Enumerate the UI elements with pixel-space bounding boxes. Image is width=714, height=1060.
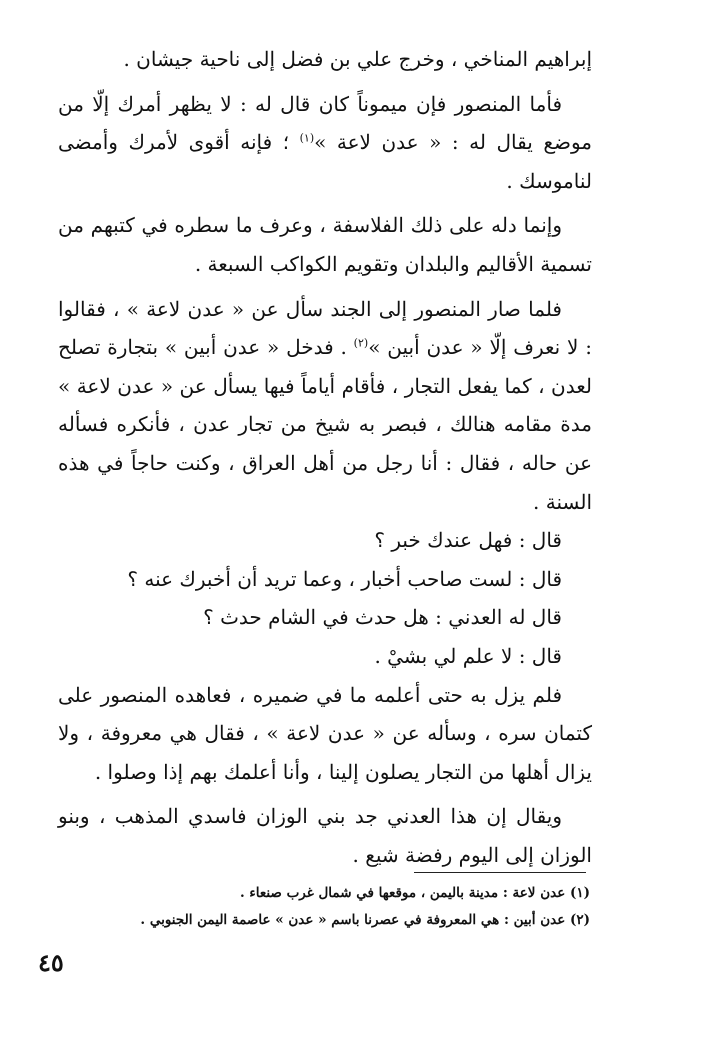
- paragraph-1: إبراهيم المناخي ، وخرج علي بن فضل إلى ناحية جيشان .: [123, 47, 592, 71]
- paragraph-6: ويقال إن هذا العدني جد بني الوزان فاسدي المذهب ، وبنو الوزان إلى اليوم رفضة شيع .: [58, 804, 592, 867]
- footnote-2: (٢) عدن أبين : هي المعروفة في عصرنا باسم « عدن » عاصمة اليمن الجنوبي .: [140, 912, 590, 928]
- footnotes: [140, 880, 590, 934]
- footnote-1: (١) عدن لاعة : مدينة باليمن ، موقعها في شمال غرب صنعاء .: [239, 885, 590, 901]
- footnote-ref-1: (١): [299, 131, 315, 145]
- page-number: ٤٥: [38, 948, 64, 977]
- footnote-divider: [414, 872, 586, 873]
- paragraph-5: فلم يزل به حتى أعلمه ما في ضميره ، فعاهده المنصور على كتمان سره ، وسأله عن « عدن لاعة » ، فقال هي معروفة ، ولا يزال أهلها من التجار يصلون إلينا ، وأنا أعلمك بهم إذا وصلوا .: [58, 682, 592, 784]
- paragraph-3: وإنما دله على ذلك الفلاسفة ، وعرف ما سطره في كتبهم من تسمية الأقاليم والبلدان وتقويم الكواكب السبعة .: [58, 213, 592, 276]
- dialogue-line-4: قال : لا علم لي بشيْ .: [374, 643, 562, 668]
- dialogue-line-3: قال له العدني : هل حدث في الشام حدث ؟: [203, 605, 562, 630]
- dialogue-line-2: قال : لست صاحب أخبار ، وعما تريد أن أخبرك عنه ؟: [127, 566, 562, 591]
- paragraph-2: [58, 85, 592, 201]
- footnote-ref-2: (٢): [353, 336, 369, 350]
- dialogue-line-1: قال : فهل عندك خبر ؟: [374, 528, 562, 553]
- paragraph-4-tail: . فدخل « عدن أبين » بتجارة تصلح لعدن ، كما يفعل التجار ، فأقام أياماً فيها يسأل عن « عدن لاعة » مدة مقامه هنالك ، فبصر به شيخ من تجار عدن ، فأنكره فسأله عن حاله ، فقال : أنا رجل من أهل العراق ، وكنت حاجاً في هذه السنة .: [58, 335, 592, 514]
- paragraph-4: [58, 290, 592, 522]
- paragraph-2-main: فأما المنصور فإن ميموناً كان قال له : لا يظهر أمرك إلّا من موضع يقال له : « عدن لاعة »: [58, 91, 592, 155]
- paragraph-4-main: فلما صار المنصور إلى الجند سأل عن « عدن لاعة » ، فقالوا : لا نعرف إلّا « عدن أبين »: [58, 296, 592, 360]
- paragraph-2-tail: ؛ فإنه أقوى لأمرك وأمضى لناموسك .: [58, 130, 592, 193]
- main-text: [58, 40, 592, 874]
